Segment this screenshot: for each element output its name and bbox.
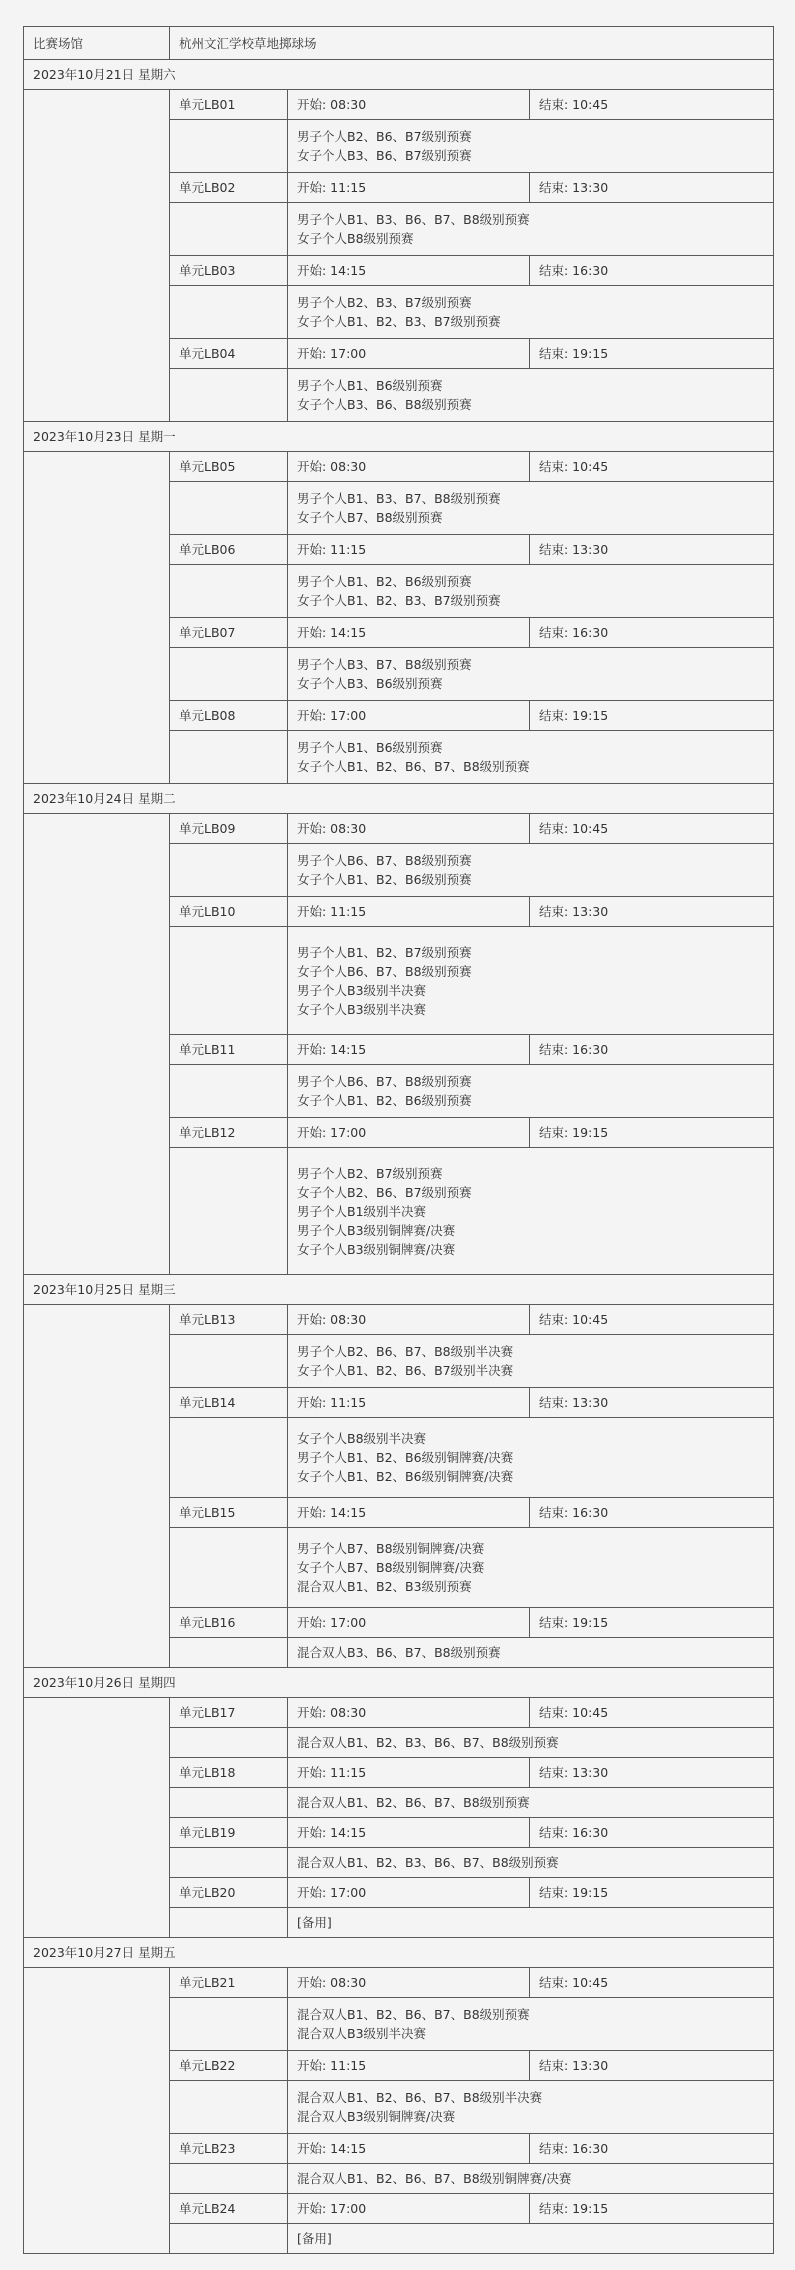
- unit-id: 单元LB19: [170, 1818, 288, 1848]
- unit-start-time: 开始: 17:00: [288, 701, 530, 731]
- event-line: 男子个人B6、B7、B8级别预赛: [297, 853, 472, 868]
- unit-blank-cell: [170, 731, 288, 784]
- day-spacer-cell: [24, 1968, 170, 2254]
- date-row: [24, 60, 774, 90]
- unit-blank-cell: [170, 1638, 288, 1668]
- event-line: 女子个人B1、B2、B6级别铜牌赛/决赛: [297, 1469, 514, 1484]
- unit-start-time: 开始: 11:15: [288, 535, 530, 565]
- unit-events: [288, 369, 774, 422]
- unit-end-time: 结束: 10:45: [530, 452, 774, 482]
- unit-start-time: 开始: 08:30: [288, 1698, 530, 1728]
- unit-blank-cell: [170, 2164, 288, 2194]
- unit-blank-cell: [170, 286, 288, 339]
- event-line: 女子个人B3级别半决赛: [297, 1002, 427, 1017]
- unit-events: [288, 1148, 774, 1275]
- day-spacer-cell: [24, 1305, 170, 1668]
- date-heading: 2023年10月27日 星期五: [24, 1938, 774, 1968]
- unit-end-time: 结束: 10:45: [530, 1305, 774, 1335]
- unit-start-time: 开始: 14:15: [288, 1498, 530, 1528]
- unit-blank-cell: [170, 120, 288, 173]
- unit-events: [288, 120, 774, 173]
- unit-blank-cell: [170, 1335, 288, 1388]
- unit-blank-cell: [170, 369, 288, 422]
- event-line: 混合双人B1、B2、B3、B6、B7、B8级别预赛: [297, 1855, 559, 1870]
- day-spacer-cell: [24, 1698, 170, 1938]
- unit-start-time: 开始: 17:00: [288, 1878, 530, 1908]
- date-row: [24, 1275, 774, 1305]
- unit-id: 单元LB15: [170, 1498, 288, 1528]
- event-line: 男子个人B3级别半决赛: [297, 983, 427, 998]
- event-line: 女子个人B1、B2、B3、B7级别预赛: [297, 593, 501, 608]
- unit-end-time: 结束: 19:15: [530, 1608, 774, 1638]
- unit-id: 单元LB12: [170, 1118, 288, 1148]
- event-line: 混合双人B1、B2、B3、B6、B7、B8级别预赛: [297, 1735, 559, 1750]
- event-line: 女子个人B7、B8级别铜牌赛/决赛: [297, 1560, 485, 1575]
- unit-id: 单元LB08: [170, 701, 288, 731]
- event-line: 女子个人B1、B2、B3、B7级别预赛: [297, 314, 501, 329]
- unit-blank-cell: [170, 565, 288, 618]
- unit-blank-cell: [170, 1065, 288, 1118]
- unit-end-time: 结束: 13:30: [530, 535, 774, 565]
- unit-start-time: 开始: 11:15: [288, 1388, 530, 1418]
- event-line: 男子个人B6、B7、B8级别预赛: [297, 1074, 472, 1089]
- unit-blank-cell: [170, 1908, 288, 1938]
- event-line: 男子个人B1级别半决赛: [297, 1204, 427, 1219]
- unit-id: 单元LB17: [170, 1698, 288, 1728]
- venue-label: 比赛场馆: [24, 27, 170, 60]
- unit-blank-cell: [170, 2081, 288, 2134]
- unit-time-row: [24, 1698, 774, 1728]
- unit-id: 单元LB20: [170, 1878, 288, 1908]
- unit-end-time: 结束: 16:30: [530, 618, 774, 648]
- unit-start-time: 开始: 17:00: [288, 339, 530, 369]
- unit-id: 单元LB21: [170, 1968, 288, 1998]
- unit-time-row: [24, 90, 774, 120]
- unit-id: 单元LB13: [170, 1305, 288, 1335]
- unit-id: 单元LB01: [170, 90, 288, 120]
- unit-end-time: 结束: 13:30: [530, 1758, 774, 1788]
- unit-start-time: 开始: 14:15: [288, 1818, 530, 1848]
- unit-end-time: 结束: 10:45: [530, 1968, 774, 1998]
- unit-events: [288, 203, 774, 256]
- event-line: 男子个人B2、B6、B7级别预赛: [297, 129, 472, 144]
- venue-name: 杭州文汇学校草地掷球场: [170, 27, 774, 60]
- event-line: 混合双人B3级别铜牌赛/决赛: [297, 2109, 456, 2124]
- date-heading: 2023年10月24日 星期二: [24, 784, 774, 814]
- event-line: 女子个人B3、B6级别预赛: [297, 676, 443, 691]
- unit-end-time: 结束: 16:30: [530, 256, 774, 286]
- event-line: 混合双人B1、B2、B6、B7、B8级别半决赛: [297, 2090, 543, 2105]
- date-heading: 2023年10月26日 星期四: [24, 1668, 774, 1698]
- event-line: 男子个人B1、B3、B6、B7、B8级别预赛: [297, 212, 530, 227]
- unit-start-time: 开始: 17:00: [288, 2194, 530, 2224]
- unit-end-time: 结束: 16:30: [530, 2134, 774, 2164]
- unit-end-time: 结束: 16:30: [530, 1035, 774, 1065]
- unit-events: [288, 1728, 774, 1758]
- unit-end-time: 结束: 13:30: [530, 897, 774, 927]
- date-row: [24, 784, 774, 814]
- unit-events: [288, 1998, 774, 2051]
- unit-time-row: [24, 452, 774, 482]
- event-line: 男子个人B7、B8级别铜牌赛/决赛: [297, 1541, 485, 1556]
- unit-id: 单元LB05: [170, 452, 288, 482]
- unit-end-time: 结束: 13:30: [530, 1388, 774, 1418]
- unit-blank-cell: [170, 1528, 288, 1608]
- unit-events: [288, 1065, 774, 1118]
- event-line: 混合双人B1、B2、B6、B7、B8级别铜牌赛/决赛: [297, 2171, 572, 2186]
- unit-id: 单元LB04: [170, 339, 288, 369]
- unit-end-time: 结束: 19:15: [530, 1118, 774, 1148]
- event-line: 女子个人B1、B2、B6级别预赛: [297, 1093, 472, 1108]
- event-line: 女子个人B6、B7、B8级别预赛: [297, 964, 472, 979]
- unit-events: [288, 1848, 774, 1878]
- unit-start-time: 开始: 14:15: [288, 618, 530, 648]
- unit-id: 单元LB10: [170, 897, 288, 927]
- event-line: 女子个人B3、B6、B7级别预赛: [297, 148, 472, 163]
- unit-start-time: 开始: 08:30: [288, 90, 530, 120]
- unit-start-time: 开始: 17:00: [288, 1608, 530, 1638]
- unit-events: [288, 1418, 774, 1498]
- schedule-body: [24, 27, 774, 2254]
- event-line: 男子个人B1、B2、B7级别预赛: [297, 945, 472, 960]
- event-line: 男子个人B3级别铜牌赛/决赛: [297, 1223, 456, 1238]
- event-line: 混合双人B3、B6、B7、B8级别预赛: [297, 1645, 501, 1660]
- unit-id: 单元LB22: [170, 2051, 288, 2081]
- unit-events: [288, 1908, 774, 1938]
- date-row: [24, 422, 774, 452]
- event-line: 女子个人B7、B8级别预赛: [297, 510, 443, 525]
- unit-start-time: 开始: 17:00: [288, 1118, 530, 1148]
- unit-end-time: 结束: 10:45: [530, 90, 774, 120]
- event-line: 女子个人B2、B6、B7级别预赛: [297, 1185, 472, 1200]
- unit-blank-cell: [170, 648, 288, 701]
- event-line: [备用]: [297, 1915, 332, 1930]
- unit-id: 单元LB03: [170, 256, 288, 286]
- day-spacer-cell: [24, 452, 170, 784]
- unit-events: [288, 844, 774, 897]
- unit-events: [288, 1528, 774, 1608]
- unit-id: 单元LB06: [170, 535, 288, 565]
- event-line: 男子个人B1、B2、B6级别预赛: [297, 574, 472, 589]
- unit-blank-cell: [170, 2224, 288, 2254]
- unit-start-time: 开始: 11:15: [288, 1758, 530, 1788]
- event-line: 女子个人B1、B2、B6级别预赛: [297, 872, 472, 887]
- unit-blank-cell: [170, 1788, 288, 1818]
- unit-blank-cell: [170, 1848, 288, 1878]
- date-heading: 2023年10月25日 星期三: [24, 1275, 774, 1305]
- unit-end-time: 结束: 19:15: [530, 1878, 774, 1908]
- unit-events: [288, 286, 774, 339]
- event-line: 女子个人B8级别半决赛: [297, 1431, 427, 1446]
- unit-events: [288, 2164, 774, 2194]
- competition-schedule-table: [23, 26, 774, 2254]
- unit-end-time: 结束: 19:15: [530, 701, 774, 731]
- event-line: 女子个人B3、B6、B8级别预赛: [297, 397, 472, 412]
- unit-blank-cell: [170, 1728, 288, 1758]
- unit-blank-cell: [170, 1418, 288, 1498]
- unit-id: 单元LB09: [170, 814, 288, 844]
- date-row: [24, 1668, 774, 1698]
- date-row: [24, 1938, 774, 1968]
- unit-start-time: 开始: 14:15: [288, 1035, 530, 1065]
- unit-end-time: 结束: 19:15: [530, 339, 774, 369]
- day-spacer-cell: [24, 814, 170, 1275]
- event-line: 女子个人B3级别铜牌赛/决赛: [297, 1242, 456, 1257]
- unit-blank-cell: [170, 927, 288, 1035]
- unit-start-time: 开始: 14:15: [288, 256, 530, 286]
- unit-id: 单元LB14: [170, 1388, 288, 1418]
- event-line: 女子个人B1、B2、B6、B7级别半决赛: [297, 1363, 514, 1378]
- unit-start-time: 开始: 14:15: [288, 2134, 530, 2164]
- unit-id: 单元LB11: [170, 1035, 288, 1065]
- unit-events: [288, 1335, 774, 1388]
- unit-start-time: 开始: 08:30: [288, 1305, 530, 1335]
- event-line: 男子个人B2、B6、B7、B8级别半决赛: [297, 1344, 514, 1359]
- day-spacer-cell: [24, 90, 170, 422]
- unit-blank-cell: [170, 844, 288, 897]
- event-line: 男子个人B1、B6级别预赛: [297, 740, 443, 755]
- unit-events: [288, 927, 774, 1035]
- unit-end-time: 结束: 16:30: [530, 1818, 774, 1848]
- unit-start-time: 开始: 08:30: [288, 452, 530, 482]
- unit-blank-cell: [170, 482, 288, 535]
- event-line: 混合双人B1、B2、B6、B7、B8级别预赛: [297, 2007, 530, 2022]
- event-line: 男子个人B3、B7、B8级别预赛: [297, 657, 472, 672]
- unit-blank-cell: [170, 1998, 288, 2051]
- unit-time-row: [24, 1305, 774, 1335]
- unit-id: 单元LB07: [170, 618, 288, 648]
- unit-start-time: 开始: 11:15: [288, 897, 530, 927]
- unit-events: [288, 482, 774, 535]
- event-line: [备用]: [297, 2231, 332, 2246]
- unit-id: 单元LB16: [170, 1608, 288, 1638]
- unit-time-row: [24, 814, 774, 844]
- unit-end-time: 结束: 19:15: [530, 2194, 774, 2224]
- venue-row: [24, 27, 774, 60]
- unit-start-time: 开始: 08:30: [288, 1968, 530, 1998]
- unit-blank-cell: [170, 1148, 288, 1275]
- unit-end-time: 结束: 13:30: [530, 173, 774, 203]
- unit-blank-cell: [170, 203, 288, 256]
- event-line: 男子个人B2、B7级别预赛: [297, 1166, 443, 1181]
- event-line: 女子个人B1、B2、B6、B7、B8级别预赛: [297, 759, 530, 774]
- unit-id: 单元LB18: [170, 1758, 288, 1788]
- unit-events: [288, 565, 774, 618]
- unit-id: 单元LB23: [170, 2134, 288, 2164]
- unit-id: 单元LB24: [170, 2194, 288, 2224]
- date-heading: 2023年10月21日 星期六: [24, 60, 774, 90]
- date-heading: 2023年10月23日 星期一: [24, 422, 774, 452]
- unit-events: [288, 1638, 774, 1668]
- event-line: 混合双人B1、B2、B3级别预赛: [297, 1579, 472, 1594]
- event-line: 男子个人B1、B3、B7、B8级别预赛: [297, 491, 501, 506]
- unit-end-time: 结束: 13:30: [530, 2051, 774, 2081]
- unit-events: [288, 2081, 774, 2134]
- unit-start-time: 开始: 08:30: [288, 814, 530, 844]
- unit-start-time: 开始: 11:15: [288, 173, 530, 203]
- event-line: 混合双人B3级别半决赛: [297, 2026, 427, 2041]
- unit-id: 单元LB02: [170, 173, 288, 203]
- unit-events: [288, 731, 774, 784]
- unit-time-row: [24, 1968, 774, 1998]
- event-line: 女子个人B8级别预赛: [297, 231, 414, 246]
- unit-events: [288, 1788, 774, 1818]
- unit-end-time: 结束: 10:45: [530, 814, 774, 844]
- event-line: 男子个人B1、B2、B6级别铜牌赛/决赛: [297, 1450, 514, 1465]
- unit-events: [288, 2224, 774, 2254]
- unit-end-time: 结束: 16:30: [530, 1498, 774, 1528]
- event-line: 男子个人B2、B3、B7级别预赛: [297, 295, 472, 310]
- event-line: 男子个人B1、B6级别预赛: [297, 378, 443, 393]
- unit-events: [288, 648, 774, 701]
- event-line: 混合双人B1、B2、B6、B7、B8级别预赛: [297, 1795, 530, 1810]
- unit-start-time: 开始: 11:15: [288, 2051, 530, 2081]
- unit-end-time: 结束: 10:45: [530, 1698, 774, 1728]
